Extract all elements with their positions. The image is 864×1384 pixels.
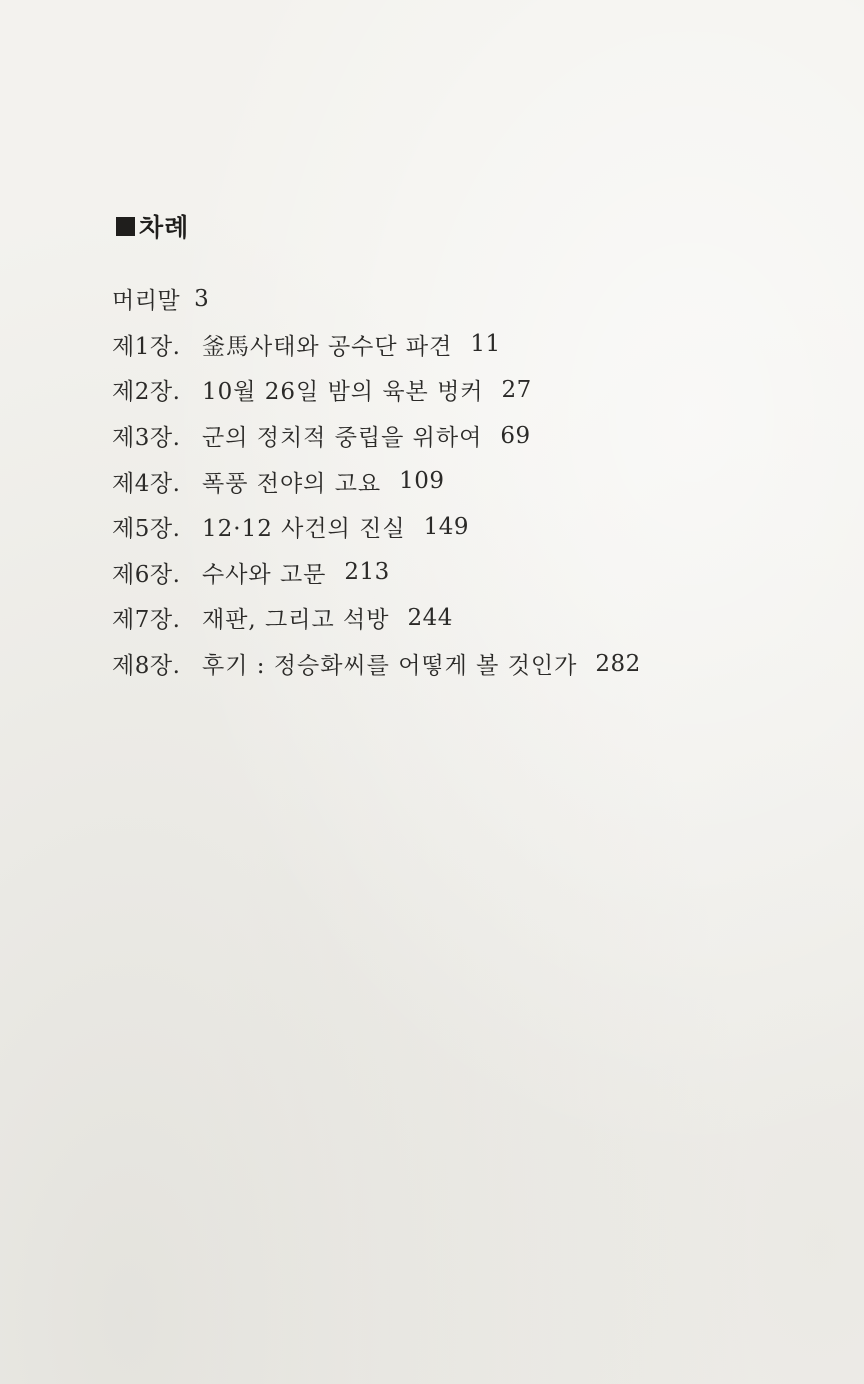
contents-heading-text: 차례	[139, 213, 190, 242]
toc-page-number: 109	[399, 468, 445, 495]
toc-entry-preface	[112, 276, 641, 322]
toc-chapter-title: 12·12 사건의 진실	[202, 516, 406, 543]
toc-chapter-label: 제1장.	[112, 333, 181, 360]
toc-chapter-title: 수사와 고문	[202, 561, 327, 588]
toc-chapter-label: 제8장.	[112, 653, 181, 680]
toc-chapter-label: 제7장.	[112, 607, 181, 634]
toc-page-number: 69	[500, 422, 531, 449]
toc-chapter-title: 후기 : 정승화씨를 어떻게 볼 것인가	[202, 653, 578, 680]
toc-entry-chapter-3	[112, 413, 641, 459]
toc-chapter-label: 제3장.	[112, 425, 181, 452]
toc-page-number: 11	[470, 331, 501, 358]
toc-chapter-title: 군의 정치적 중립을 위하여	[202, 425, 483, 452]
toc-entry-chapter-1	[112, 322, 641, 368]
toc-page-number: 213	[344, 559, 390, 586]
toc-chapter-label: 제2장.	[112, 379, 181, 406]
toc-entry-chapter-8	[112, 641, 641, 687]
toc-entry-chapter-7	[112, 595, 641, 641]
toc-page-number: 27	[501, 376, 532, 403]
toc-chapter-title: 폭풍 전야의 고요	[202, 470, 382, 497]
toc-chapter-label: 제5장.	[112, 516, 181, 543]
toc-chapter-title: 釜馬사태와 공수단 파견	[202, 333, 453, 360]
contents-heading	[116, 208, 189, 244]
toc-page-number: 149	[423, 513, 469, 540]
toc-entry-chapter-2	[112, 367, 641, 413]
toc-page-number: 244	[407, 604, 453, 631]
table-of-contents	[112, 276, 641, 686]
toc-chapter-title: 재판, 그리고 석방	[202, 607, 390, 634]
toc-entry-chapter-4	[112, 458, 641, 504]
toc-chapter-label: 제6장.	[112, 561, 181, 588]
toc-entry-chapter-5	[112, 504, 641, 550]
toc-page-number: 282	[595, 650, 641, 677]
toc-page-number: 3	[194, 285, 210, 312]
square-bullet-icon	[116, 217, 135, 236]
toc-chapter-label: 머리말	[112, 288, 181, 315]
toc-chapter-label: 제4장.	[112, 470, 181, 497]
toc-entry-chapter-6	[112, 550, 641, 596]
toc-chapter-title: 10월 26일 밤의 육본 벙커	[202, 379, 484, 406]
